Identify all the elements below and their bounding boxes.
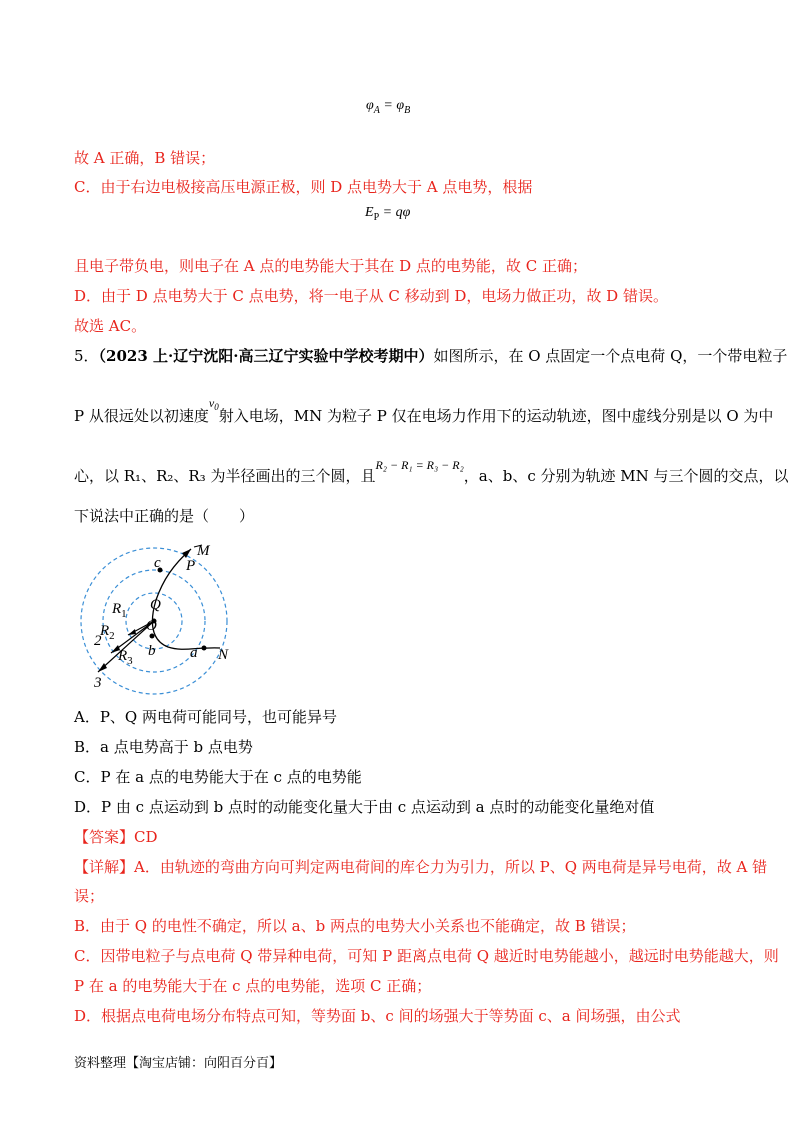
text-line: 且电子带负电，则电子在 A 点的电势能大于其在 D 点的电势能，故 C 正确； xyxy=(74,257,587,275)
text-line: D．由于 D 点电势大于 C 点电势，将一电子从 C 移动到 D，电场力做正功，故 D 错误。 xyxy=(74,287,668,305)
label-n: N xyxy=(218,647,229,663)
text-line: 故选 AC。 xyxy=(74,317,147,335)
radius-relation: R₂ − R₁ = R₃ − R₂ xyxy=(375,458,464,472)
detail-line: B．由于 Q 的电性不确定，所以 a、b 两点的电势大小关系也不能确定，故 B 错误； xyxy=(74,917,636,935)
label-b: b xyxy=(148,643,156,659)
option-d: D．P 由 c 点运动到 b 点时的动能变化量大于由 c 点运动到 a 点时的动能变化量绝对值 xyxy=(74,798,655,816)
detail-line: P 在 a 的电势能大于在 c 点的电势能，选项 C 正确； xyxy=(74,977,432,995)
text-line: C．由于右边电极接高压电源正极，则 D 点电势大于 A 点电势，根据 xyxy=(74,178,533,196)
eq2-rhs: = qφ xyxy=(379,205,411,220)
detail-line: 误； xyxy=(74,887,105,905)
question-5-line1 xyxy=(74,346,787,366)
equation-ep xyxy=(365,205,410,223)
point-a xyxy=(202,646,207,651)
question-text: ，a、b、c 分别为轨迹 MN 与三个圆的交点，以 xyxy=(463,467,789,485)
label-a: a xyxy=(190,645,198,661)
eq1-op: = xyxy=(379,98,397,113)
label-q: Q xyxy=(150,597,161,613)
equation-phi xyxy=(366,98,410,116)
label-r2-r: R xyxy=(100,623,110,639)
label-r3 xyxy=(117,648,133,667)
label-r2-sub: 2 xyxy=(109,630,115,642)
label-r1-r: R xyxy=(112,601,122,617)
v0-letter: v xyxy=(208,396,215,410)
detail-line: C．因带电粒子与点电荷 Q 带异种电荷，可知 P 距离点电荷 Q 越近时电势能越小，越远时电势能越大，则 xyxy=(74,947,779,965)
question-text: 心，以 R₁、R₂、R₃ 为半径画出的三个圆，且 xyxy=(74,467,376,485)
eq1-lhs-sub: A xyxy=(373,105,380,116)
detail-line: D．根据点电荷电场分布特点可知，等势面 b、c 间的场强大于等势面 c、a 间场强，由公式 xyxy=(74,1007,681,1025)
radius-r1-arrow xyxy=(128,629,136,635)
label-r1 xyxy=(111,601,127,620)
eq2-lhs-sub: P xyxy=(373,212,380,223)
option-a: A．P、Q 两电荷可能同号，也可能异号 xyxy=(74,708,337,726)
detail-line: 【详解】A．由轨迹的弯曲方向可判定两电荷间的库仑力为引力，所以 P、Q 两电荷是异号电荷，故 A 错 xyxy=(74,858,768,876)
v0-symbol xyxy=(209,396,219,410)
eq1-rhs: φ xyxy=(396,98,405,113)
label-r3-sub: 3 xyxy=(127,655,133,667)
text-line: 故 A 正确，B 错误； xyxy=(74,149,216,167)
eq1-lhs: φ xyxy=(366,98,374,113)
question-source: （2023 上·辽宁沈阳·高三辽宁实验中学校考期中） xyxy=(98,347,434,365)
label-2: 2 xyxy=(94,633,102,649)
label-m: M xyxy=(197,543,210,559)
v0-sub: 0 xyxy=(214,402,219,412)
option-c: C．P 在 a 点的电势能大于在 c 点的电势能 xyxy=(74,768,362,786)
label-p: P xyxy=(186,558,196,574)
option-b: B．a 点电势高于 b 点电势 xyxy=(74,738,253,756)
label-r1-sub: 1 xyxy=(121,608,127,620)
question-5-line4: 下说法中正确的是（ ） xyxy=(74,507,255,525)
label-3: 3 xyxy=(94,675,102,691)
question-text: P 从很远处以初速度 xyxy=(74,407,209,425)
question-text: 如图所示，在 O 点固定一个点电荷 Q，一个带电粒子 xyxy=(433,347,788,365)
question-5-line3 xyxy=(74,458,789,487)
answer-line: 【答案】CD xyxy=(74,828,158,846)
question-number: 5． xyxy=(74,347,99,365)
label-o: O xyxy=(146,618,157,634)
label-c: c xyxy=(154,555,161,571)
point-b xyxy=(150,634,155,639)
field-diagram xyxy=(78,535,248,695)
eq1-rhs-sub: B xyxy=(404,105,411,116)
question-text: 射入电场，MN 为粒子 P 仅在电场力作用下的运动轨迹，图中虚线分别是以 O 为中 xyxy=(218,407,774,425)
label-r3-r: R xyxy=(118,648,128,664)
eq2-lhs: E xyxy=(365,205,374,220)
footer-source: 资料整理【淘宝店铺：向阳百分百】 xyxy=(74,1056,283,1071)
question-5-line2 xyxy=(74,396,774,431)
